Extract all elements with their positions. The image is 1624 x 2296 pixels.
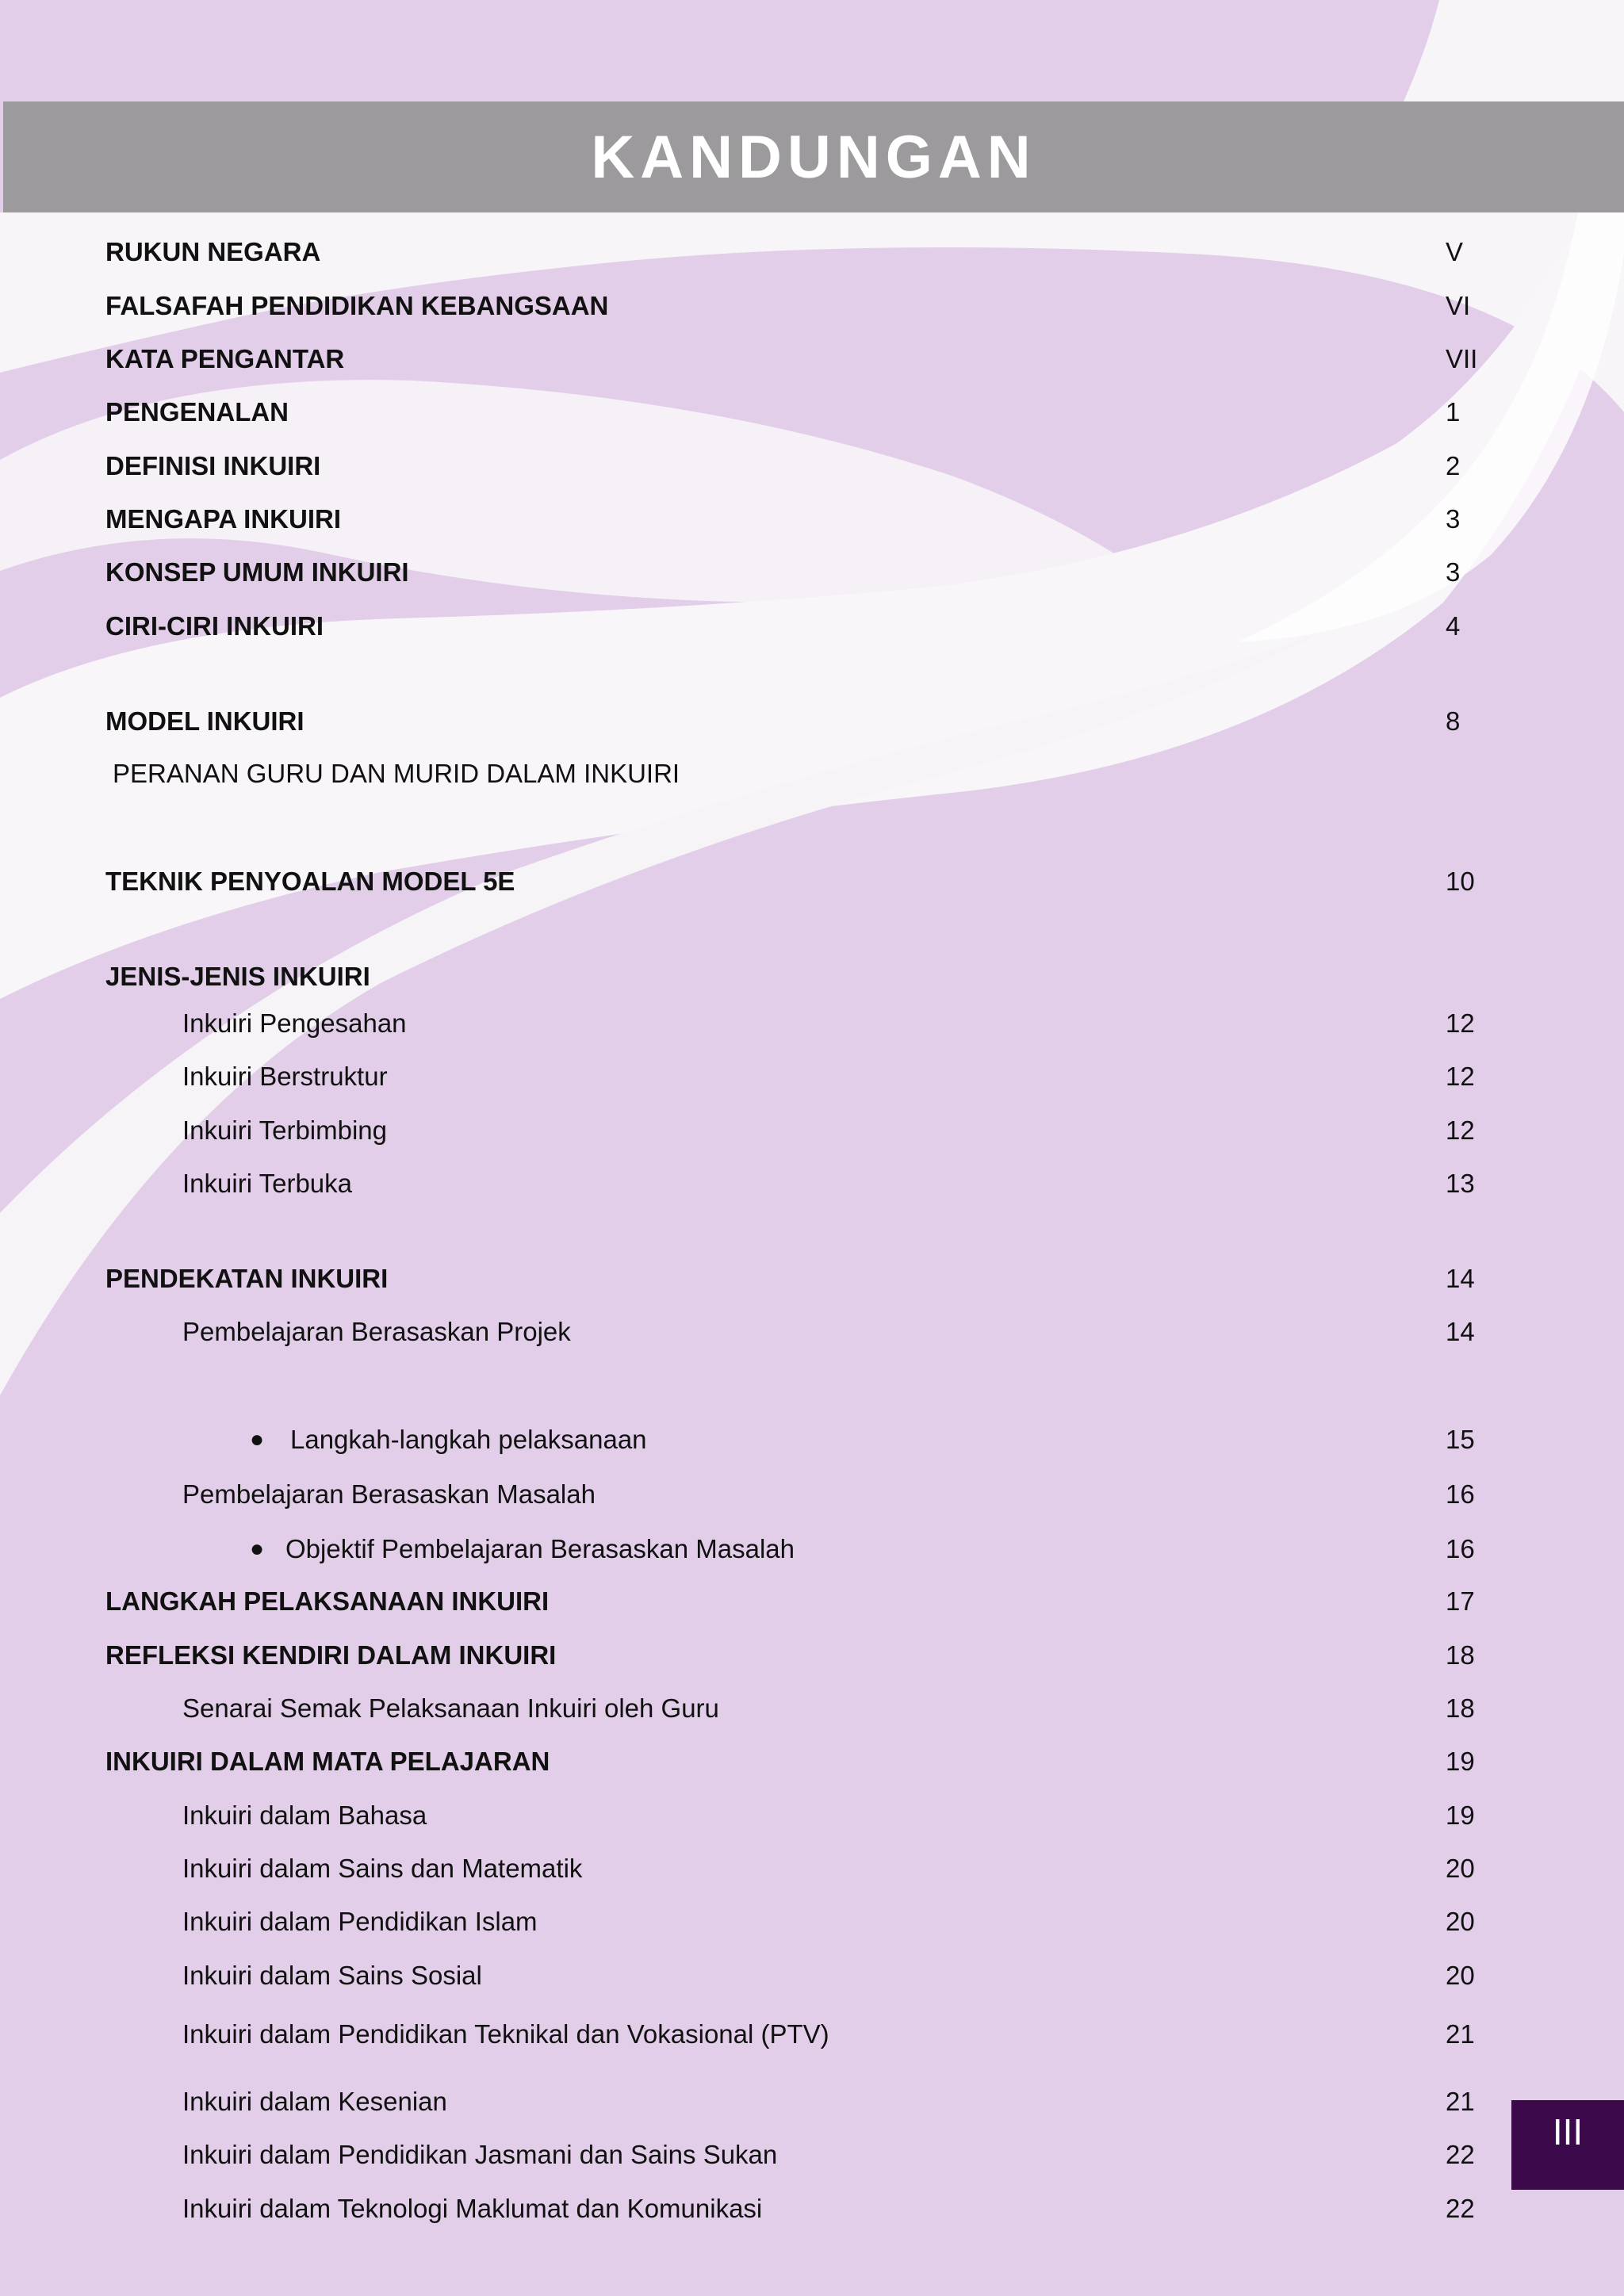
toc-entry-label: Inkuiri Terbimbing (182, 1115, 388, 1145)
toc-entry[interactable] (0, 1164, 1624, 1203)
toc-entry-label: Inkuiri dalam Pendidikan Islam (182, 1907, 538, 1936)
toc-entry-label: Inkuiri dalam Bahasa (182, 1800, 427, 1830)
bullet-icon: ● (250, 1536, 265, 1562)
page-number-tab (1511, 2100, 1624, 2190)
toc-entry[interactable] (0, 1636, 1624, 1675)
toc-entry-label: Inkuiri dalam Teknologi Maklumat dan Komunikasi (182, 2194, 763, 2223)
toc-entry[interactable] (0, 1689, 1624, 1728)
toc-entry-page: 22 (1446, 2194, 1475, 2223)
toc-entry-page: 12 (1446, 1008, 1475, 1038)
toc-entry[interactable] (0, 1796, 1624, 1835)
toc-entry[interactable] (0, 553, 1624, 592)
bullet-icon: ● (250, 1426, 265, 1452)
toc-entry-page: VII (1446, 344, 1478, 373)
toc-entry-label: MENGAPA INKUIRI (105, 504, 341, 534)
toc-entry[interactable] (0, 754, 1624, 794)
toc-entry[interactable] (0, 392, 1624, 432)
toc-entry[interactable] (0, 1742, 1624, 1781)
toc-entry-label: JENIS-JENIS INKUIRI (105, 962, 370, 991)
toc-entry-page: VI (1446, 291, 1471, 320)
toc-entry[interactable] (0, 1057, 1624, 1096)
toc-entry-label: DEFINISI INKUIRI (105, 451, 321, 480)
toc-entry-page: 3 (1446, 557, 1461, 587)
toc-entry-page: 13 (1446, 1169, 1475, 1198)
toc-entry-label: TEKNIK PENYOALAN MODEL 5E (105, 867, 515, 896)
toc-entry-label: Inkuiri dalam Kesenian (182, 2087, 447, 2116)
toc-entry-page: 12 (1446, 1115, 1475, 1145)
toc-entry-label: Inkuiri dalam Sains Sosial (182, 1961, 482, 1990)
toc-entry-page: 19 (1446, 1747, 1475, 1776)
toc-entry-label: Objektif Pembelajaran Berasaskan Masalah (285, 1534, 795, 1563)
toc-entry-page: 20 (1446, 1854, 1475, 1883)
toc-entry-label: REFLEKSI KENDIRI DALAM INKUIRI (105, 1640, 557, 1670)
toc-entry[interactable] (0, 339, 1624, 379)
toc-entry-label: Inkuiri dalam Pendidikan Jasmani dan Sains Sukan (182, 2140, 778, 2169)
toc-entry[interactable] (0, 957, 1624, 997)
toc-entry[interactable] (0, 607, 1624, 646)
toc-entry-label: PENDEKATAN INKUIRI (105, 1264, 389, 1293)
toc-entry[interactable] (0, 1111, 1624, 1150)
toc-entry-page: 17 (1446, 1586, 1475, 1616)
toc-entry-page: 1 (1446, 397, 1461, 427)
toc-entry-label: INKUIRI DALAM MATA PELAJARAN (105, 1747, 550, 1776)
toc-entry-label: Inkuiri dalam Pendidikan Teknikal dan Vokasional (PTV) (182, 2019, 829, 2049)
toc-entry-label: Inkuiri Berstruktur (182, 1062, 388, 1091)
toc-entry[interactable] (0, 1902, 1624, 1942)
toc-entry-label: MODEL INKUIRI (105, 706, 304, 736)
toc-entry[interactable] (0, 2015, 1624, 2054)
toc-entry[interactable] (0, 1529, 1624, 1569)
toc-entry-label: PENGENALAN (105, 397, 289, 427)
toc-entry-page: 20 (1446, 1961, 1475, 1990)
toc-entry-label: Inkuiri Terbuka (182, 1169, 353, 1198)
toc-entry-label: Senarai Semak Pelaksanaan Inkuiri oleh Guru (182, 1693, 719, 1723)
toc-entry-page: 2 (1446, 451, 1461, 480)
toc-entry-page: 10 (1446, 867, 1475, 896)
toc-entry-page: 15 (1446, 1425, 1475, 1454)
toc-entry[interactable] (0, 862, 1624, 901)
toc-entry-label: Langkah-langkah pelaksanaan (290, 1425, 647, 1454)
toc-entry[interactable] (0, 1956, 1624, 1996)
toc-entry[interactable] (0, 1004, 1624, 1043)
toc-entry[interactable] (0, 1849, 1624, 1888)
page-title: KANDUNGAN (591, 123, 1036, 191)
toc-entry-label: RUKUN NEGARA (105, 237, 321, 266)
toc-entry[interactable] (0, 446, 1624, 486)
toc-entry-page: 8 (1446, 706, 1461, 736)
toc-entry[interactable] (0, 2082, 1624, 2122)
toc-entry-label: CIRI-CIRI INKUIRI (105, 611, 324, 641)
toc-entry-label: LANGKAH PELAKSANAAN INKUIRI (105, 1586, 550, 1616)
toc-entry-label: Pembelajaran Berasaskan Masalah (182, 1479, 596, 1509)
toc-entry[interactable] (0, 1420, 1624, 1460)
toc-entry-label: KATA PENGANTAR (105, 344, 345, 373)
toc-entry[interactable] (0, 1312, 1624, 1352)
toc-entry[interactable] (0, 499, 1624, 539)
toc-entry-page: 18 (1446, 1640, 1475, 1670)
toc-entry-page: 16 (1446, 1479, 1475, 1509)
toc-entry-page: 20 (1446, 1907, 1475, 1936)
toc-entry[interactable] (0, 1259, 1624, 1299)
page-number: III (1552, 2111, 1584, 2152)
toc-entry-page: 12 (1446, 1062, 1475, 1091)
toc-entry-label: FALSAFAH PENDIDIKAN KEBANGSAAN (105, 291, 609, 320)
toc-entry[interactable] (0, 2135, 1624, 2175)
toc-entry-page: 22 (1446, 2140, 1475, 2169)
toc-entry-page: 4 (1446, 611, 1461, 641)
toc-entry[interactable] (0, 232, 1624, 272)
toc-entry-label: PERANAN GURU DAN MURID DALAM INKUIRI (113, 759, 680, 788)
toc-entry-page: 16 (1446, 1534, 1475, 1563)
toc-entry[interactable] (0, 286, 1624, 326)
toc-entry-label: Inkuiri Pengesahan (182, 1008, 407, 1038)
toc-entry-page: 19 (1446, 1800, 1475, 1830)
toc-entry-page: V (1446, 237, 1464, 266)
toc-entry[interactable] (0, 2189, 1624, 2229)
toc-entry-label: Inkuiri dalam Sains dan Matematik (182, 1854, 583, 1883)
toc-entry-page: 14 (1446, 1317, 1475, 1346)
toc-entry-page: 21 (1446, 2019, 1475, 2049)
toc-entry-page: 14 (1446, 1264, 1475, 1293)
toc-entry-label: KONSEP UMUM INKUIRI (105, 557, 409, 587)
toc-entry[interactable] (0, 702, 1624, 741)
toc-entry-page: 3 (1446, 504, 1461, 534)
toc-entry[interactable] (0, 1475, 1624, 1514)
toc-entry-label: Pembelajaran Berasaskan Projek (182, 1317, 571, 1346)
toc-entry-page: 18 (1446, 1693, 1475, 1723)
toc-entry[interactable] (0, 1582, 1624, 1621)
toc-entry-page: 21 (1446, 2087, 1475, 2116)
